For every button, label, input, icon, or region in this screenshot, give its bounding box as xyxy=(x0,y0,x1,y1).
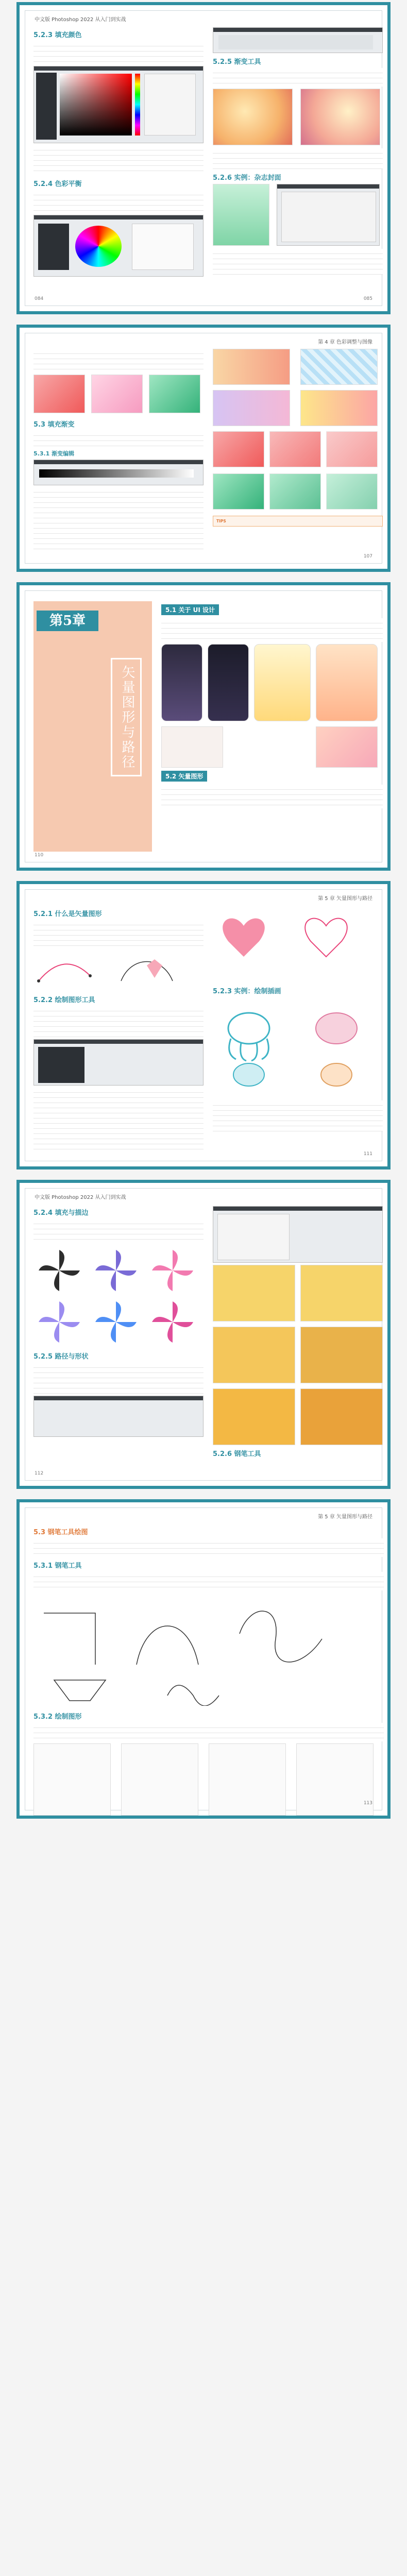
gradient-sample xyxy=(269,473,321,510)
step-figure xyxy=(296,1743,374,1816)
section-title: 5.2.6 实例：杂志封面 xyxy=(213,174,281,182)
curve-diagram xyxy=(33,950,204,991)
section-title: 5.3.1 钢笔工具 xyxy=(33,1562,82,1570)
body-text xyxy=(33,145,204,175)
pinwheel-shapes xyxy=(33,1245,204,1348)
gradient-sample xyxy=(326,431,378,467)
section-title: 5.3.1 渐变编辑 xyxy=(33,450,75,457)
screenshot-toolbar xyxy=(213,27,383,53)
body-text xyxy=(33,190,204,213)
magazine-examples xyxy=(213,184,383,246)
heart-shapes xyxy=(213,905,383,982)
section-title: 5.2.1 什么是矢量图形 xyxy=(33,910,102,918)
illustration-pair xyxy=(213,89,383,145)
gradient-grid xyxy=(213,431,383,514)
gradient-sample xyxy=(213,431,264,467)
page-number: 112 xyxy=(35,1471,44,1476)
tips-box xyxy=(213,516,383,527)
right-column xyxy=(161,601,383,810)
screenshot-color-panel xyxy=(33,66,204,143)
page-spread-2 xyxy=(16,325,391,572)
page-spread-3 xyxy=(16,582,391,871)
section-title: 5.2 矢量图形 xyxy=(161,771,207,782)
left-column xyxy=(33,26,204,279)
page-number: 085 xyxy=(363,296,372,301)
section-title: 5.3 钢笔工具绘图 xyxy=(33,1529,88,1536)
gradient-sample xyxy=(213,473,264,510)
body-text xyxy=(33,1006,204,1037)
pinwheel-grid xyxy=(33,1245,204,1348)
body-text xyxy=(33,487,204,549)
page-spread-1 xyxy=(16,2,391,314)
section-title: 5.2.4 色彩平衡 xyxy=(33,180,82,188)
section-title: 5.2.3 填充颜色 xyxy=(33,31,82,39)
runner-figure xyxy=(213,1388,295,1445)
section-title: 5.2.3 实例：绘制插画 xyxy=(213,988,281,995)
pen-path-diagrams xyxy=(33,1592,384,1706)
step-figure xyxy=(209,1743,286,1816)
gradient-sample xyxy=(269,431,321,467)
magazine-cover-a xyxy=(213,184,269,246)
running-head-right: 第 5 章 矢量图形与路径 xyxy=(318,1514,372,1520)
page-spread-4 xyxy=(16,881,391,1170)
left-column xyxy=(33,1204,204,1439)
right-column xyxy=(213,905,383,1133)
chapter-cover-panel xyxy=(33,601,152,852)
full-width-column xyxy=(33,1523,384,1821)
runner-figure xyxy=(300,1388,383,1445)
illustration-girl-color xyxy=(300,89,380,145)
right-column xyxy=(213,26,383,277)
page-number: 113 xyxy=(363,1801,372,1806)
body-text xyxy=(213,1100,383,1131)
section-title: 5.3 填充渐变 xyxy=(33,421,75,429)
ui-design-examples xyxy=(161,644,383,768)
vector-curve-diagrams xyxy=(33,950,204,991)
page-spread-5 xyxy=(16,1180,391,1489)
body-text xyxy=(161,618,383,642)
running-head-right: 第 4 章 色彩调整与图像 xyxy=(318,340,372,345)
shape-step-grid xyxy=(33,1743,384,1821)
body-text xyxy=(33,1723,384,1741)
pattern-samples xyxy=(213,349,383,426)
screenshot-gradient-editor xyxy=(33,460,204,485)
section-title: 5.2.4 填充与描边 xyxy=(33,1209,89,1217)
body-text xyxy=(33,349,204,372)
body-text xyxy=(33,431,204,446)
gradient-samples xyxy=(33,375,204,416)
octopus-illustrations xyxy=(213,997,383,1100)
section-title: 5.2.5 路径与形状 xyxy=(33,1353,89,1361)
octopus-drawings xyxy=(213,997,383,1100)
phone-mockup xyxy=(254,644,311,721)
section-title: 5.2.5 渐变工具 xyxy=(213,58,261,66)
right-column xyxy=(213,349,383,529)
phone-mockup xyxy=(316,644,378,721)
section-title: 5.1 关于 UI 设计 xyxy=(161,604,219,615)
page-number: 084 xyxy=(35,296,44,301)
chapter-number: 第5章 xyxy=(37,611,98,631)
pattern-sample xyxy=(213,349,290,385)
phone-mockup xyxy=(208,644,249,721)
right-column xyxy=(213,1204,383,1460)
body-text xyxy=(33,1219,204,1243)
heart-illustrations xyxy=(213,905,383,982)
pattern-sample xyxy=(213,390,290,426)
step-figure xyxy=(33,1743,111,1816)
running-head-left: 中文版 Photoshop 2022 从入门到实战 xyxy=(35,17,126,23)
screenshot-tools xyxy=(33,215,204,277)
left-column xyxy=(33,905,204,1151)
phone-mockup xyxy=(161,644,202,721)
icon-sheet xyxy=(161,726,223,768)
page-number: 111 xyxy=(363,1151,372,1157)
body-text xyxy=(33,1088,204,1149)
body-text xyxy=(213,148,383,169)
chapter-title: 矢量图形与路径 xyxy=(111,658,142,776)
illustration-girl xyxy=(213,89,293,145)
body-text xyxy=(161,785,383,808)
runner-figure xyxy=(213,1327,295,1383)
gradient-sample xyxy=(91,375,143,413)
body-text xyxy=(33,41,204,64)
page-number: 107 xyxy=(363,554,372,559)
left-column xyxy=(33,349,204,551)
screenshot-menu xyxy=(213,1206,383,1263)
tips-label: TIPS xyxy=(216,519,226,523)
page-number: 110 xyxy=(35,853,44,858)
runner-illustrations xyxy=(213,1265,383,1445)
screenshot-layers xyxy=(277,184,380,246)
step-figure xyxy=(121,1743,198,1816)
section-title: 5.2.6 钢笔工具 xyxy=(213,1450,261,1458)
card-mockup xyxy=(316,726,378,768)
screenshot-shape-tools xyxy=(33,1039,204,1086)
section-title: 5.3.2 绘制图形 xyxy=(33,1713,82,1721)
gradient-sample xyxy=(33,375,85,413)
gradient-sample xyxy=(326,473,378,510)
runner-figure xyxy=(300,1265,383,1321)
screenshot-path-panel xyxy=(33,1396,204,1437)
page-spread-6 xyxy=(16,1499,391,1819)
body-text xyxy=(33,1363,204,1394)
running-head-right: 第 5 章 矢量图形与路径 xyxy=(318,896,372,902)
body-text xyxy=(33,1572,384,1590)
section-title: 5.2.2 绘制图形工具 xyxy=(33,996,95,1004)
gradient-sample xyxy=(149,375,200,413)
body-text xyxy=(33,920,204,948)
running-head-left: 中文版 Photoshop 2022 从入门到实战 xyxy=(35,1195,126,1200)
body-text xyxy=(33,1538,384,1557)
runner-figure xyxy=(213,1265,295,1321)
runner-figure xyxy=(300,1327,383,1383)
pattern-sample xyxy=(300,390,378,426)
body-text xyxy=(213,249,383,275)
body-text xyxy=(213,68,383,87)
pattern-sample xyxy=(300,349,378,385)
